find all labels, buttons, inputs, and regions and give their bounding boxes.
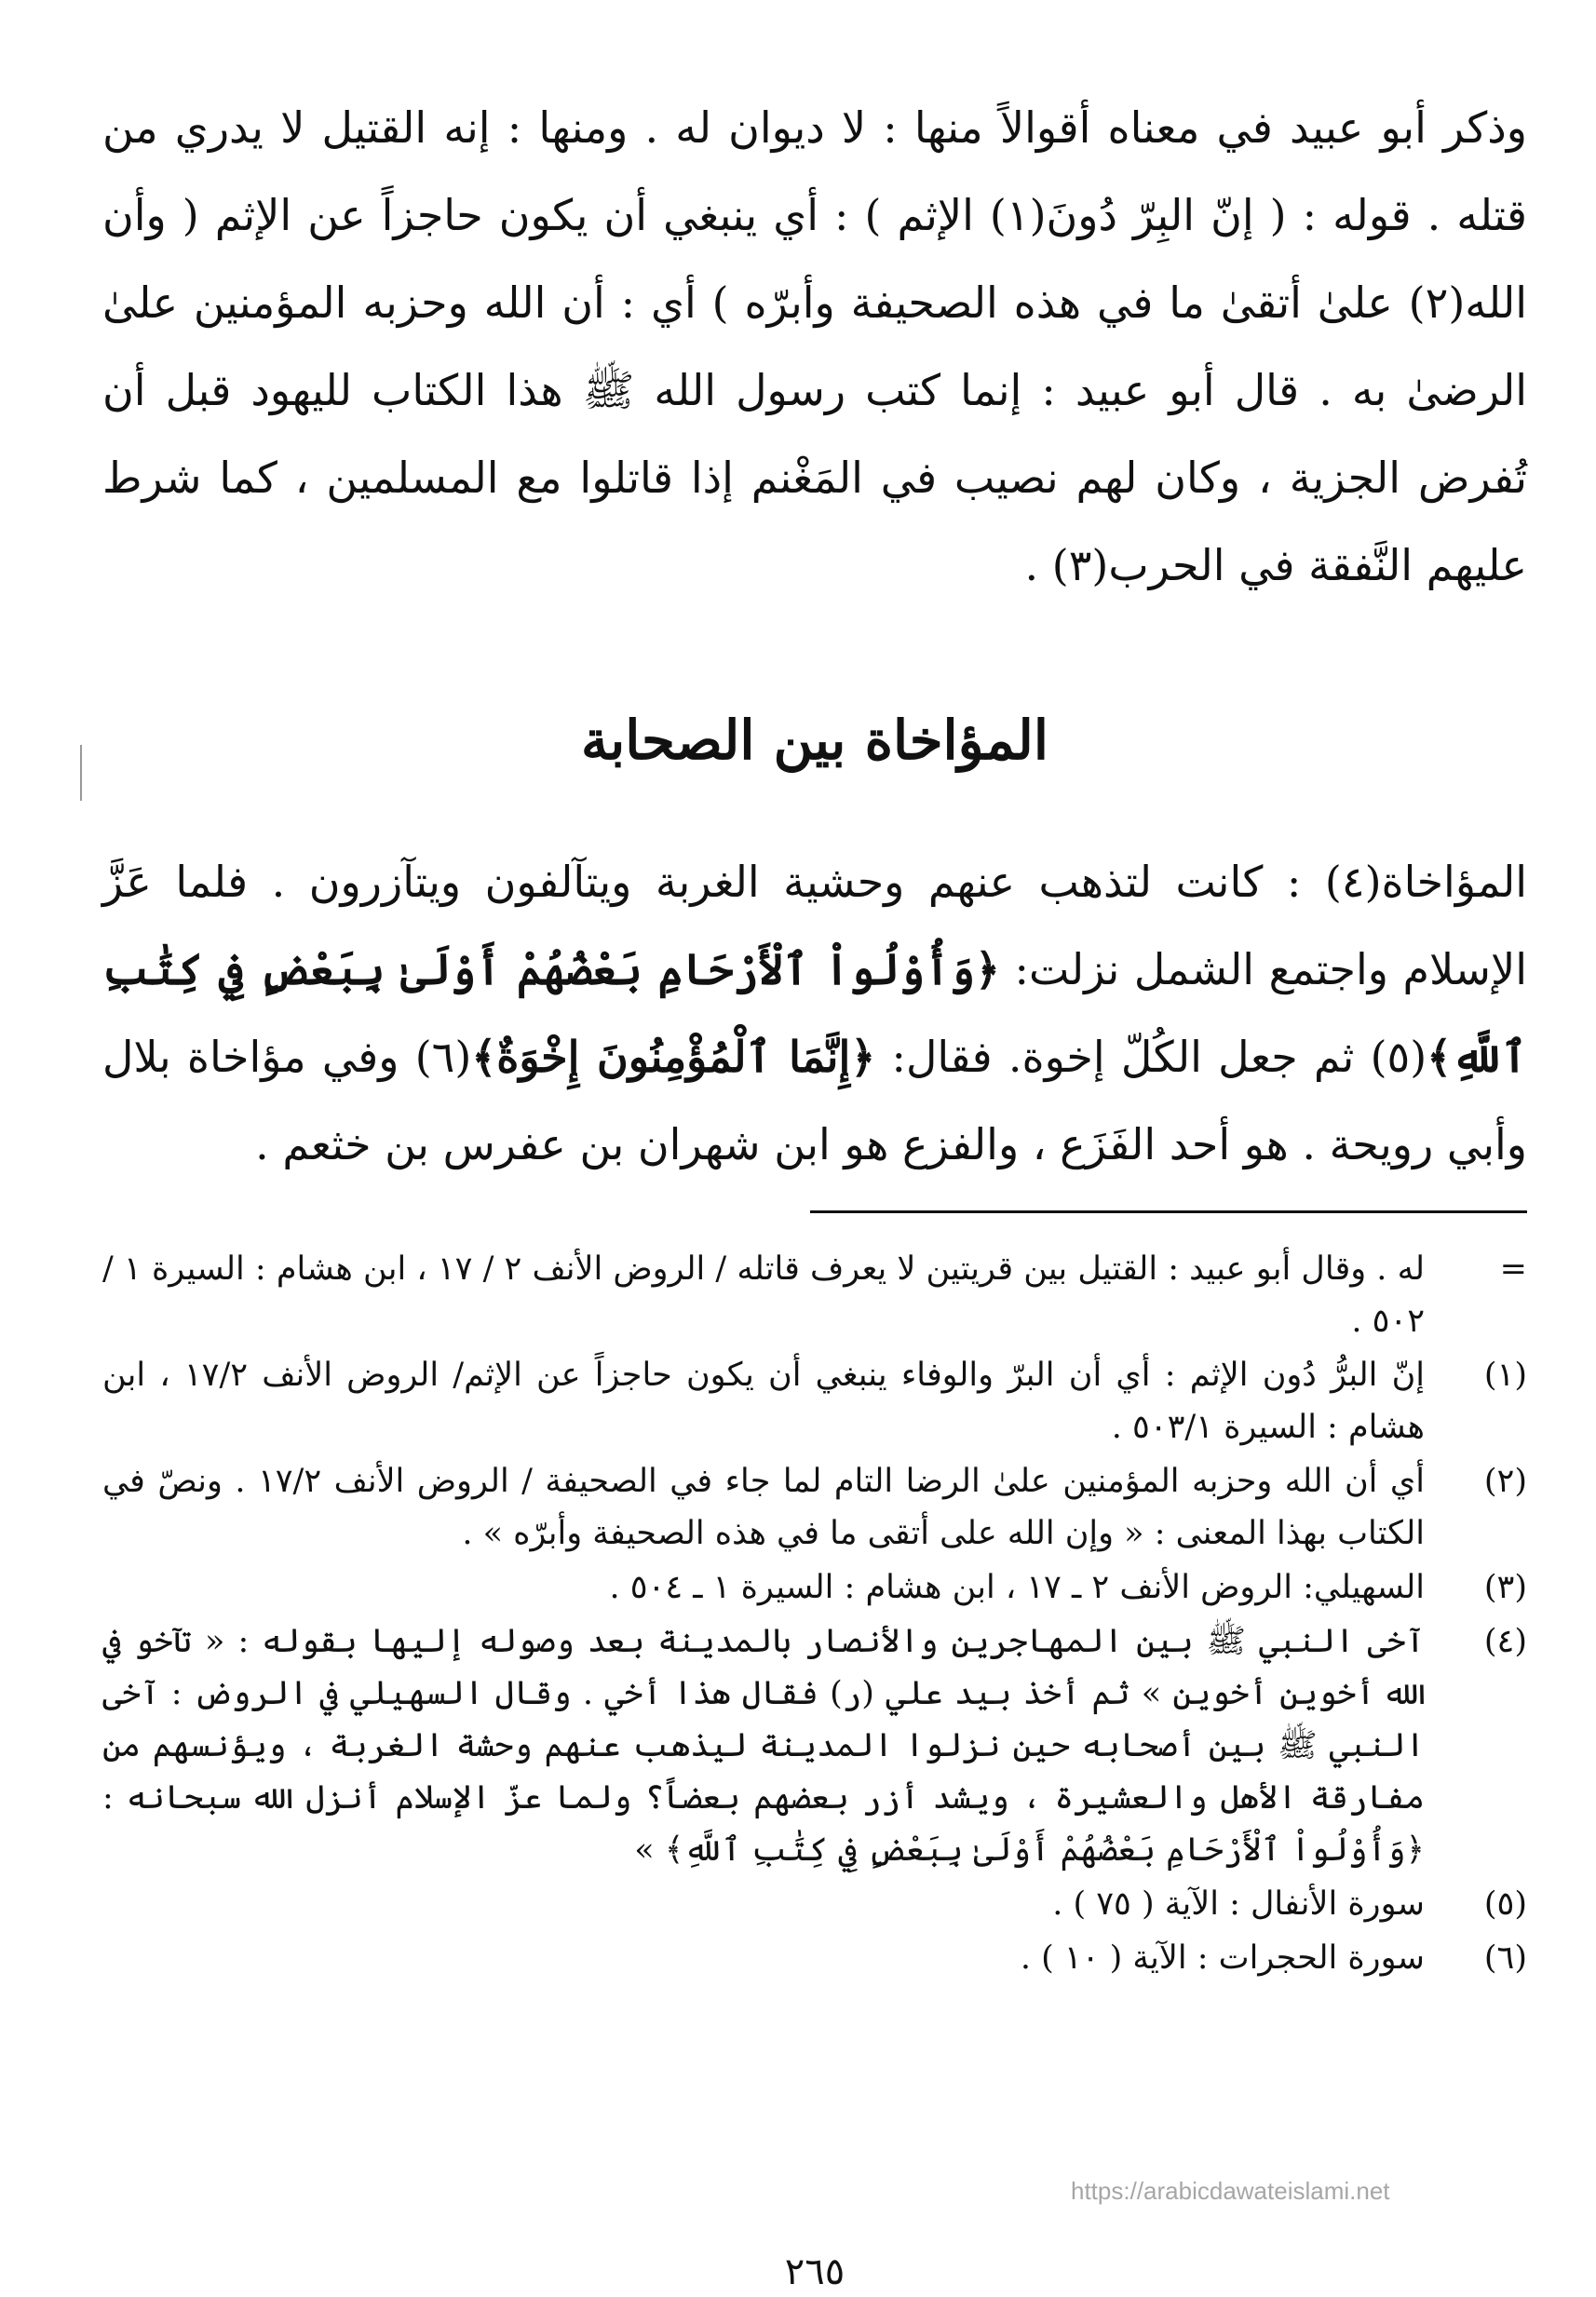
footnote-text: سورة الأنفال : الآية ( ٧٥ ) . bbox=[1052, 1885, 1425, 1923]
footnote-marker: (١) bbox=[1483, 1357, 1527, 1394]
quran-verse-hujurat: ﴿إِنَّمَا ٱلْمُؤْمِنُونَ إِخْوَةٌ﴾ bbox=[471, 1032, 876, 1082]
section-title: المؤاخاة بين الصحابة bbox=[581, 709, 1048, 772]
footnote-item bbox=[102, 1349, 1527, 1453]
footnote-item bbox=[102, 1561, 1527, 1614]
paragraph-tail-text: (٦) وفي مؤاخاة بلال وأبي رويحة . هو أحد الفَزَع ، والفزع هو ابن شهران بن عفرس بن خثعم . bbox=[102, 1032, 1527, 1169]
footnote-item bbox=[102, 1878, 1527, 1930]
footnote-marker: (٤) bbox=[1483, 1623, 1527, 1660]
footnote-marker: (٢) bbox=[1483, 1463, 1527, 1500]
paragraph-lead-text: المؤاخاة(٤) : كانت لتذهب عنهم وحشية الغربة ويتآلفون ويتآزرون . فلما عَزَّ الإسلام واجتمع الشمل نزلت: bbox=[102, 857, 1527, 994]
footnote-text: إنّ البرُّ دُون الإثم : أي أن البرّ والوفاء ينبغي أن يكون حاجزاً عن الإثم/ الروض الأنف ١٧/٢ ، ابن هشام : السيرة ٥٠٣/١ . bbox=[102, 1357, 1426, 1446]
watermark-url: https://arabicdawateislami.net bbox=[1071, 2177, 1390, 2205]
footnote-text: السهيلي: الروض الأنف ٢ ـ ١٧ ، ابن هشام : السيرة ١ ـ ٥٠٤ . bbox=[609, 1569, 1425, 1606]
footnote-item bbox=[102, 1243, 1527, 1347]
scan-artifact bbox=[80, 745, 82, 801]
footnote-separator bbox=[810, 1210, 1527, 1213]
book-page bbox=[102, 84, 1527, 2293]
footnote-marker: (٣) bbox=[1483, 1569, 1527, 1606]
footnote-text: سورة الحجرات : الآية ( ١٠ ) . bbox=[1020, 1939, 1425, 1977]
footnote-text: آخى النبي ﷺ بين المهاجرين والأنصار بالمدينة بعد وصوله إليها بقوله : « تآخو في الله أخوين أخوين » ثم أخذ بيد علي (ر) فقال هذا أخي . وقال السهيلي في الروض : آخى النبي ﷺ بين أصحابه حين نزلوا المدينة ليذهب عنهم وحشة الغربة ، ويؤنسهم من مفارقة الأهل والعشيرة ، ويشد أزر بعضهم بعضاً؟ ولما عزّ الإسلام أنزل الله سبحانه : ﴿وَأُوْلُواْ ٱلْأَرْحَامِ بَعْضُهُمْ أَوْلَىٰ بِبَعْضٍ فِي كِتَٰبِ ٱللَّهِ﴾ » bbox=[102, 1623, 1425, 1869]
footnote-text: له . وقال أبو عبيد : القتيل بين قريتين لا يعرف قاتله / الروض الأنف ٢ / ١٧ ، ابن هشام : السيرة ١ / ٥٠٢ . bbox=[102, 1250, 1426, 1340]
footnote-marker: = bbox=[1499, 1250, 1527, 1288]
footnote-item bbox=[102, 1615, 1527, 1876]
body-paragraph-brotherhood bbox=[102, 838, 1527, 1188]
paragraph-mid-text: (٥) ثم جعل الكُلّ إخوة. فقال: bbox=[875, 1032, 1427, 1082]
page-number: ٢٦٥ bbox=[784, 2250, 845, 2293]
quran-verse-anfal: ﴿وَأُوْلُواْ ٱلْأَرْحَامِ بَعْضُهُمْ أَوْلَىٰ بِبَعْضٍ فِي كِتَٰبِ ٱللَّهِ﴾ bbox=[102, 944, 1527, 1082]
body-paragraph: وذكر أبو عبيد في معناه أقوالاً منها : لا ديوان له . ومنها : إنه القتيل لا يدري من قتله . قوله : ( إنّ البِرّ دُونَ(١) الإثم ) : أي ينبغي أن يكون حاجزاً عن الإثم ( وأن الله(٢) علىٰ أتقىٰ ما في هذه الصحيفة وأبرّه ) أي : أن الله وحزبه المؤمنين علىٰ الرضىٰ به . قال أبو عبيد : إنما كتب رسول الله ﷺ هذا الكتاب لليهود قبل أن تُفرض الجزية ، وكان لهم نصيب في المَغْنم إذا قاتلوا مع المسلمين ، كما شرط عليهم النَّفقة في الحرب(٣) . bbox=[102, 102, 1527, 590]
footnote-item bbox=[102, 1455, 1527, 1560]
footnotes-list bbox=[102, 1243, 1527, 1986]
footnote-marker: (٦) bbox=[1483, 1939, 1527, 1977]
footnote-item bbox=[102, 1932, 1527, 1984]
footnote-marker: (٥) bbox=[1483, 1885, 1527, 1923]
footnote-text: أي أن الله وحزبه المؤمنين علىٰ الرضا التام لما جاء في الصحيفة / الروض الأنف ١٧/٢ . ونصّ في الكتاب بهذا المعنى : « وإن الله على أتقى ما في هذه الصحيفة وأبرّه » . bbox=[102, 1463, 1425, 1552]
